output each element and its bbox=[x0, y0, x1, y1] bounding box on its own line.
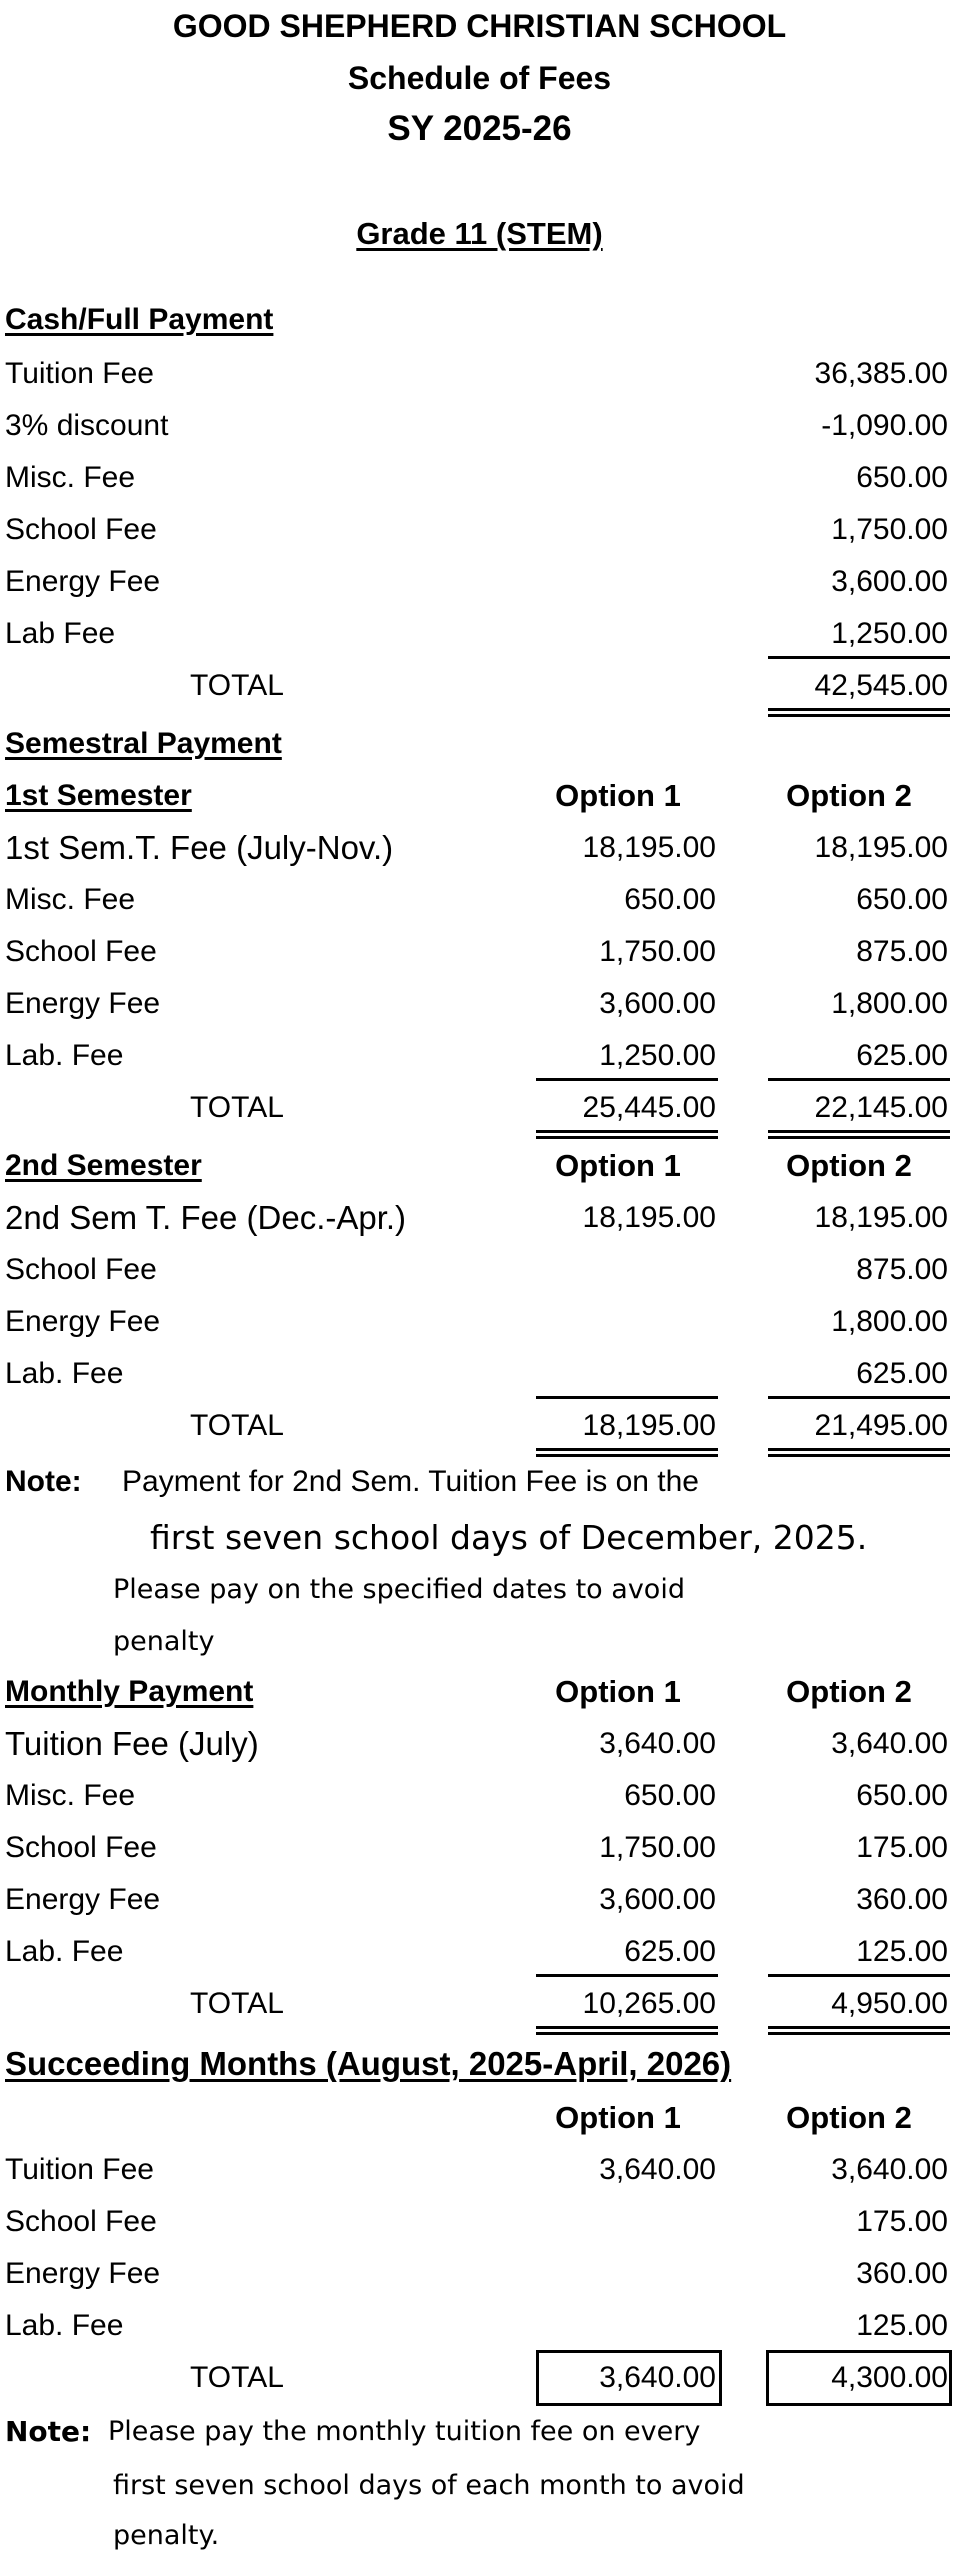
monthly-label-energy: Energy Fee bbox=[5, 1883, 161, 1916]
sem1-label-misc: Misc. Fee bbox=[5, 883, 136, 916]
cash-label-tuition: Tuition Fee bbox=[5, 357, 154, 390]
monthly-total-label: TOTAL bbox=[190, 1987, 284, 2020]
sem2-o1-tuition: 18,195.00 bbox=[582, 1201, 716, 1234]
sem1-total-option1: 25,445.00 bbox=[582, 1091, 716, 1124]
sem-note-line-3: Please pay on the specified dates to avoid bbox=[113, 1574, 685, 1605]
sem2-total-double-rule-1 bbox=[536, 1448, 718, 1457]
school-year: SY 2025-26 bbox=[387, 109, 572, 148]
cash-section-title: Cash/Full Payment bbox=[5, 303, 274, 336]
succeeding-label-tuition: Tuition Fee bbox=[5, 2153, 154, 2186]
sem1-label-tuition: 1st Sem.T. Fee (July-Nov.) bbox=[5, 829, 394, 866]
monthly-total-option2: 4,950.00 bbox=[831, 1987, 948, 2020]
succeeding-total-option1: 3,640.00 bbox=[599, 2361, 716, 2394]
sem2-label-tuition: 2nd Sem T. Fee (Dec.-Apr.) bbox=[5, 1199, 407, 1236]
monthly-label-tuition: Tuition Fee (July) bbox=[5, 1725, 259, 1762]
monthly-note-line-1: Please pay the monthly tuition fee on every bbox=[108, 2416, 701, 2447]
succeeding-o1-tuition: 3,640.00 bbox=[599, 2153, 716, 2186]
monthly-o1-misc: 650.00 bbox=[624, 1779, 716, 1812]
sem1-o1-school: 1,750.00 bbox=[599, 935, 716, 968]
sem1-o2-school: 875.00 bbox=[856, 935, 948, 968]
sem2-label-school: School Fee bbox=[5, 1253, 157, 1286]
monthly-o2-energy: 360.00 bbox=[856, 1883, 948, 1916]
monthly-total-double-rule-1 bbox=[536, 2026, 718, 2035]
sem1-o1-misc: 650.00 bbox=[624, 883, 716, 916]
monthly-o1-energy: 3,600.00 bbox=[599, 1883, 716, 1916]
monthly-total-double-rule-2 bbox=[768, 2026, 950, 2035]
monthly-o2-school: 175.00 bbox=[856, 1831, 948, 1864]
monthly-subtotal-rule-2 bbox=[768, 1974, 950, 1977]
sem1-o2-tuition: 18,195.00 bbox=[814, 831, 948, 864]
sem2-o2-tuition: 18,195.00 bbox=[814, 1201, 948, 1234]
monthly-subtotal-rule-1 bbox=[536, 1974, 718, 1977]
sem2-option1-header: Option 1 bbox=[555, 1148, 681, 1183]
grade-title: Grade 11 (STEM) bbox=[356, 216, 603, 251]
sem1-label-school: School Fee bbox=[5, 935, 157, 968]
school-name: GOOD SHEPHERD CHRISTIAN SCHOOL bbox=[172, 8, 787, 44]
succeeding-option2-header: Option 2 bbox=[786, 2100, 912, 2135]
succeeding-o2-energy: 360.00 bbox=[856, 2257, 948, 2290]
sem2-total-option2: 21,495.00 bbox=[814, 1409, 948, 1442]
cash-value-school: 1,750.00 bbox=[831, 513, 948, 546]
succeeding-option1-header: Option 1 bbox=[555, 2100, 681, 2135]
sem2-o2-school: 875.00 bbox=[856, 1253, 948, 1286]
sem1-option1-header: Option 1 bbox=[555, 778, 681, 813]
succeeding-o2-lab: 125.00 bbox=[856, 2309, 948, 2342]
sem2-label-lab: Lab. Fee bbox=[5, 1357, 124, 1390]
monthly-note-label: Note: bbox=[5, 2415, 92, 2448]
monthly-total-option1: 10,265.00 bbox=[582, 1987, 716, 2020]
sem1-label-energy: Energy Fee bbox=[5, 987, 161, 1020]
monthly-o1-school: 1,750.00 bbox=[599, 1831, 716, 1864]
monthly-o2-misc: 650.00 bbox=[856, 1779, 948, 1812]
succeeding-label-lab: Lab. Fee bbox=[5, 2309, 124, 2342]
sem1-total-label: TOTAL bbox=[190, 1091, 284, 1124]
sem2-o2-energy: 1,800.00 bbox=[831, 1305, 948, 1338]
succeeding-o2-school: 175.00 bbox=[856, 2205, 948, 2238]
cash-total-value: 42,545.00 bbox=[814, 669, 948, 702]
monthly-o2-lab: 125.00 bbox=[856, 1935, 948, 1968]
cash-value-tuition: 36,385.00 bbox=[814, 357, 948, 390]
succeeding-o2-tuition: 3,640.00 bbox=[831, 2153, 948, 2186]
sem1-o1-tuition: 18,195.00 bbox=[582, 831, 716, 864]
sem-note-line-4: penalty bbox=[113, 1626, 215, 1657]
cash-total-double-rule bbox=[768, 708, 950, 717]
sem1-total-double-rule-2 bbox=[768, 1130, 950, 1139]
sem1-label-lab: Lab. Fee bbox=[5, 1039, 124, 1072]
cash-label-energy: Energy Fee bbox=[5, 565, 161, 598]
monthly-o1-tuition: 3,640.00 bbox=[599, 1727, 716, 1760]
cash-label-lab: Lab Fee bbox=[5, 617, 116, 650]
sem1-o1-lab: 1,250.00 bbox=[599, 1039, 716, 1072]
cash-value-misc: 650.00 bbox=[856, 461, 948, 494]
monthly-option2-header: Option 2 bbox=[786, 1674, 912, 1709]
sem2-subtotal-rule-2 bbox=[768, 1396, 950, 1399]
sem1-total-option2: 22,145.00 bbox=[814, 1091, 948, 1124]
sem2-total-label: TOTAL bbox=[190, 1409, 284, 1442]
cash-value-discount: -1,090.00 bbox=[821, 409, 948, 442]
sem1-o2-lab: 625.00 bbox=[856, 1039, 948, 1072]
succeeding-total-label: TOTAL bbox=[190, 2361, 284, 2394]
monthly-label-lab: Lab. Fee bbox=[5, 1935, 124, 1968]
monthly-section-title: Monthly Payment bbox=[5, 1675, 254, 1708]
monthly-option1-header: Option 1 bbox=[555, 1674, 681, 1709]
sem1-o1-energy: 3,600.00 bbox=[599, 987, 716, 1020]
sem1-subtotal-rule-2 bbox=[768, 1078, 950, 1081]
sem2-total-option1: 18,195.00 bbox=[582, 1409, 716, 1442]
sem2-total-double-rule-2 bbox=[768, 1448, 950, 1457]
cash-total-label: TOTAL bbox=[190, 669, 284, 702]
sem1-o2-misc: 650.00 bbox=[856, 883, 948, 916]
monthly-o1-lab: 625.00 bbox=[624, 1935, 716, 1968]
sem-note-line-2: first seven school days of December, 2025. bbox=[150, 1518, 868, 1557]
sem-note-line-1: Payment for 2nd Sem. Tuition Fee is on the bbox=[122, 1465, 699, 1498]
sem1-title: 1st Semester bbox=[5, 779, 192, 812]
succeeding-label-school: School Fee bbox=[5, 2205, 157, 2238]
monthly-o2-tuition: 3,640.00 bbox=[831, 1727, 948, 1760]
sem2-subtotal-rule-1 bbox=[536, 1396, 718, 1399]
sem1-total-double-rule-1 bbox=[536, 1130, 718, 1139]
monthly-note-line-2: first seven school days of each month to avoid bbox=[113, 2470, 745, 2501]
sem1-o2-energy: 1,800.00 bbox=[831, 987, 948, 1020]
sem2-o2-lab: 625.00 bbox=[856, 1357, 948, 1390]
sem1-option2-header: Option 2 bbox=[786, 778, 912, 813]
cash-label-school: School Fee bbox=[5, 513, 157, 546]
sem2-title: 2nd Semester bbox=[5, 1149, 202, 1182]
monthly-note-line-3: penalty. bbox=[113, 2520, 220, 2551]
cash-label-discount: 3% discount bbox=[5, 409, 169, 442]
cash-value-lab: 1,250.00 bbox=[831, 617, 948, 650]
cash-subtotal-rule bbox=[768, 656, 950, 659]
sem1-subtotal-rule-1 bbox=[536, 1078, 718, 1081]
sem2-label-energy: Energy Fee bbox=[5, 1305, 161, 1338]
schedule-title: Schedule of Fees bbox=[347, 60, 612, 96]
sem-note-label: Note: bbox=[5, 1465, 82, 1498]
monthly-label-misc: Misc. Fee bbox=[5, 1779, 136, 1812]
cash-label-misc: Misc. Fee bbox=[5, 461, 136, 494]
succeeding-label-energy: Energy Fee bbox=[5, 2257, 161, 2290]
succeeding-section-title: Succeeding Months (August, 2025-April, 2026) bbox=[5, 2045, 732, 2082]
semestral-section-title: Semestral Payment bbox=[5, 727, 282, 760]
sem2-option2-header: Option 2 bbox=[786, 1148, 912, 1183]
cash-value-energy: 3,600.00 bbox=[831, 565, 948, 598]
monthly-label-school: School Fee bbox=[5, 1831, 157, 1864]
succeeding-total-option2: 4,300.00 bbox=[831, 2361, 948, 2394]
